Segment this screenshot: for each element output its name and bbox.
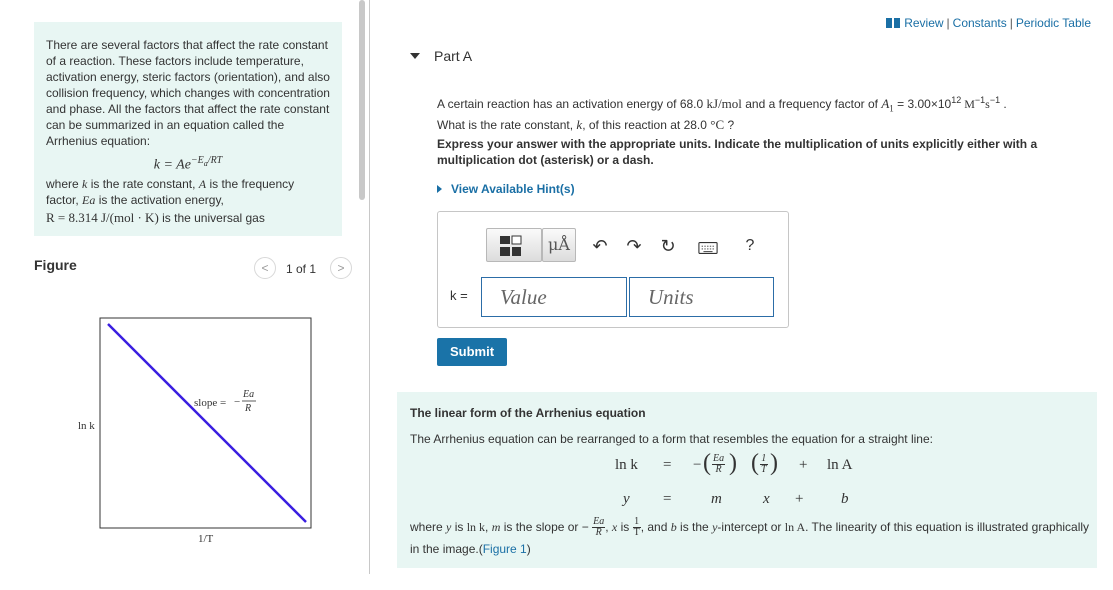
answer-box bbox=[437, 211, 789, 328]
figure-title: Figure bbox=[34, 257, 77, 273]
arrhenius-formula: $k = Ae^{-E_a/RT}$ bbox=[153, 155, 223, 173]
view-hints-link[interactable]: View Available Hint(s) bbox=[437, 182, 575, 196]
reset-icon[interactable]: ↻ bbox=[660, 236, 676, 256]
units-input[interactable]: Units bbox=[629, 277, 774, 317]
part-a-label: Part A bbox=[434, 48, 473, 64]
constants-link[interactable]: Constants bbox=[952, 16, 1007, 30]
top-links: Review | Constants | Periodic Table bbox=[886, 16, 1091, 30]
intro-paragraph: There are several factors that affect the rate constant of a reaction. These factors include temperature, activation energy, steric factors (orientation), and also collision frequency, which changes with concentration and phase. All the factors that affect the rate constant can be summarized in an equation called the Arrhenius equation: bbox=[46, 38, 330, 148]
keyboard-icon[interactable] bbox=[698, 238, 718, 258]
intro-gas-constant: R = 8.314 J/(mol · K) is the universal gas bbox=[46, 209, 265, 225]
part-a-header[interactable] bbox=[410, 48, 472, 64]
left-scrollbar[interactable] bbox=[358, 0, 368, 200]
help-icon[interactable]: ? bbox=[745, 237, 755, 254]
k-equals-label: k = bbox=[450, 288, 468, 303]
graph-slope-sign: − bbox=[234, 396, 241, 408]
value-input[interactable]: Value bbox=[481, 277, 627, 317]
review-link[interactable]: Review bbox=[904, 16, 944, 30]
info-title: The linear form of the Arrhenius equation bbox=[410, 406, 646, 420]
redo-icon[interactable]: ↷ bbox=[626, 236, 642, 256]
graph-x-label: 1/T bbox=[198, 533, 214, 545]
templates-icon bbox=[487, 229, 541, 261]
figure-next-button[interactable]: > bbox=[330, 257, 352, 279]
figure-1-link[interactable]: Figure 1 bbox=[482, 542, 527, 557]
linear-equation: ln k = − ( $\frac{Ea}{R}$ ) ( $\frac{1}{T}$ ) + ln A bbox=[615, 450, 853, 476]
info-explanation: where y is ln k, m is the slope or − $\frac{Ea}{R}$ , x is $\frac{1}{T}$ , and b is the y-intercept or ln A. The linearity of this equation is illustrated graphically in the image.(Figure 1) bbox=[410, 516, 1090, 557]
scrollbar-thumb[interactable] bbox=[359, 0, 365, 200]
left-panel bbox=[0, 0, 370, 590]
periodic-table-link[interactable]: Periodic Table bbox=[1015, 16, 1091, 30]
intro-box bbox=[34, 22, 342, 236]
line-equation: y = m x + b bbox=[623, 491, 849, 507]
figure-pager-text: 1 of 1 bbox=[286, 262, 317, 276]
intro-definitions: where k is the rate constant, A is the frequency factor, Ea is the activation energy, bbox=[46, 176, 295, 207]
panel-divider bbox=[369, 0, 370, 574]
question-text: A certain reaction has an activation energy of 68.0 kJ/mol and a frequency factor of $A_1 = 3.00\times 10^{12}$ $M^{-1}s^{-1}$ . What is the rate constant, k, of this reaction at 28.0 °C ? bbox=[437, 95, 1007, 132]
submit-button[interactable]: Submit bbox=[437, 338, 507, 366]
undo-icon[interactable]: ↶ bbox=[592, 236, 608, 256]
graph-slope-den: R bbox=[245, 403, 252, 414]
graph-y-label: ln k bbox=[78, 420, 95, 432]
info-box bbox=[397, 392, 1097, 568]
figure-header bbox=[34, 256, 356, 282]
templates-button[interactable] bbox=[486, 228, 542, 262]
graph-slope-num: Ea bbox=[243, 389, 255, 400]
arrhenius-graph bbox=[78, 316, 318, 548]
units-button[interactable]: μÅ bbox=[542, 228, 576, 262]
figure-prev-button[interactable]: < bbox=[254, 257, 276, 279]
answer-instructions: Express your answer with the appropriate units. Indicate the multiplication of units explicitly either with a multiplication dot (asterisk) or a dash. bbox=[437, 137, 1038, 167]
book-icon bbox=[886, 18, 900, 28]
info-paragraph: The Arrhenius equation can be rearranged to a form that resembles the equation for a straight line: bbox=[410, 432, 933, 446]
hint-caret-icon bbox=[437, 185, 442, 193]
collapse-triangle-icon[interactable] bbox=[410, 53, 420, 59]
graph-slope-label: slope = bbox=[194, 397, 227, 409]
